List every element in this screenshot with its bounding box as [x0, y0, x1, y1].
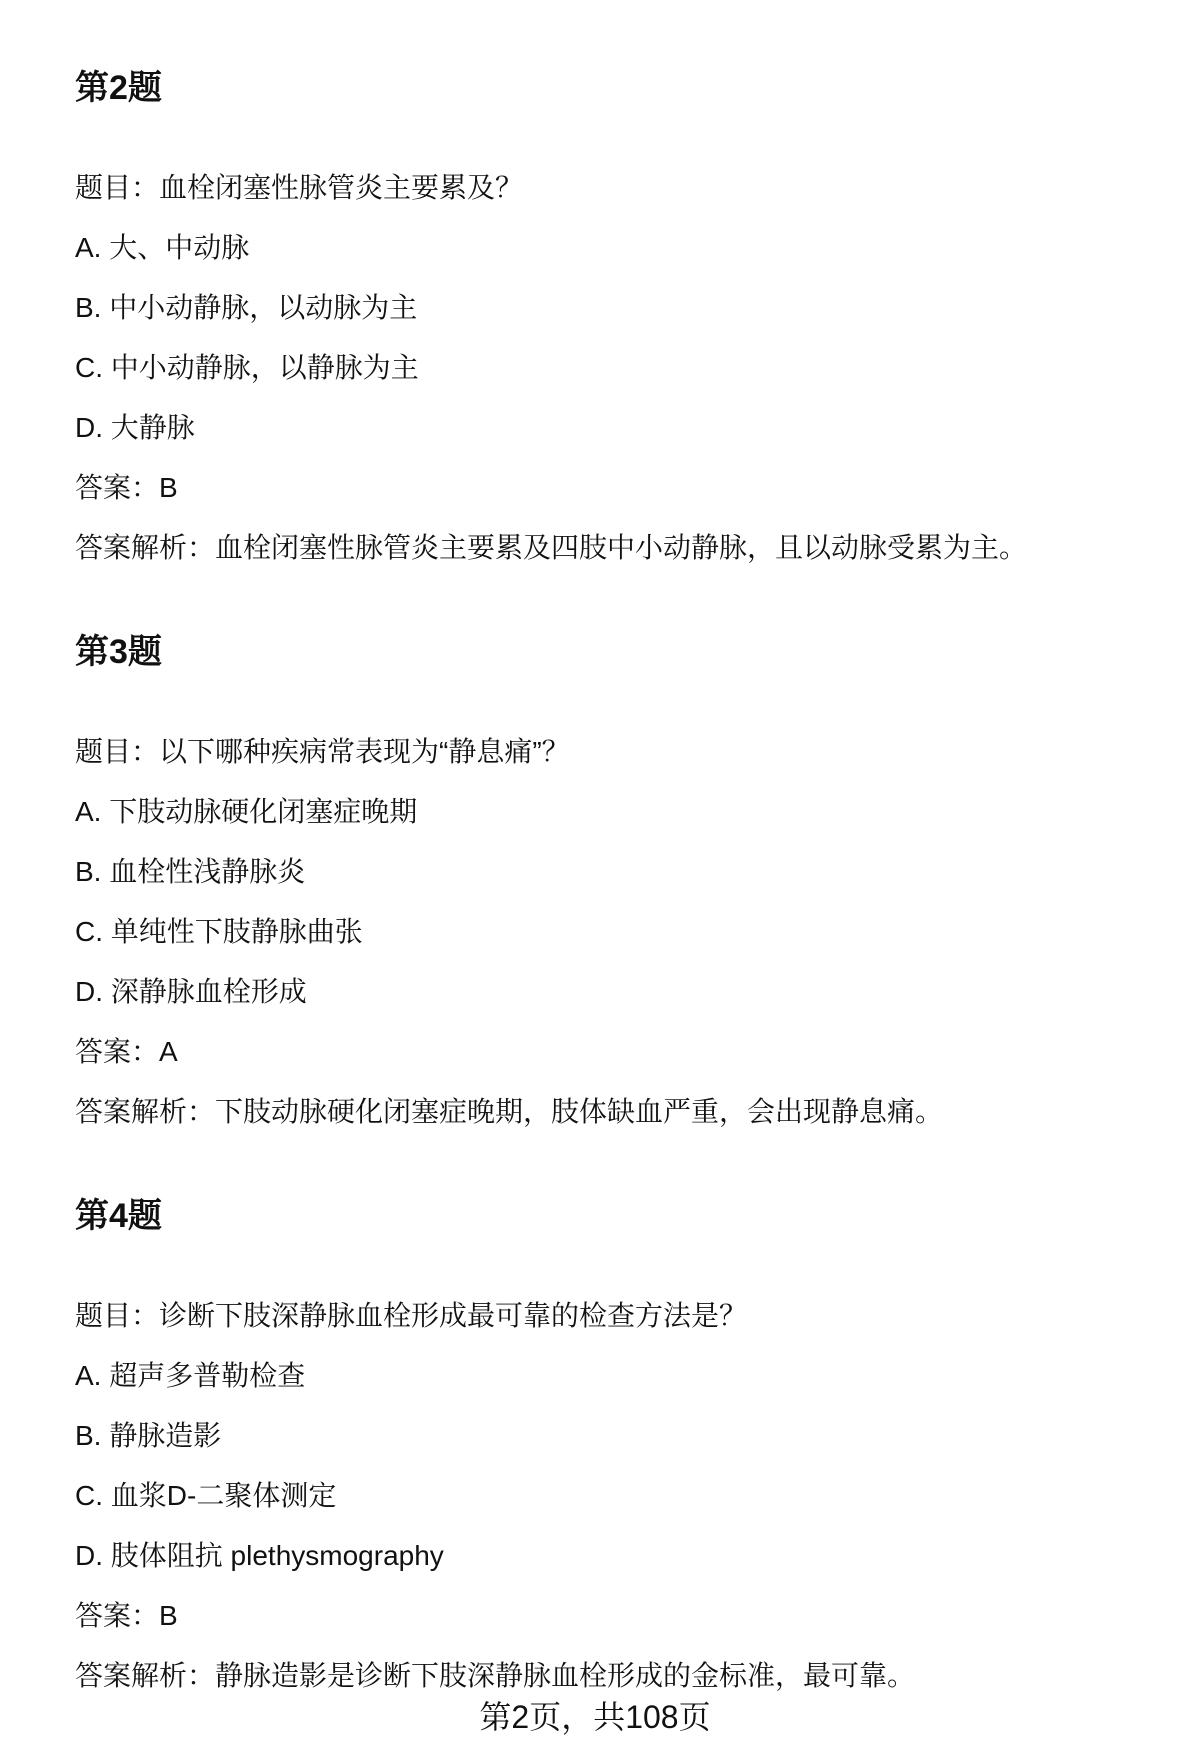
option-d: D. 肢体阻抗 plethysmography [75, 1540, 444, 1571]
option-a: A. 大、中动脉 [75, 232, 250, 263]
answer: 答案：B [75, 1600, 178, 1631]
option-a: A. 下肢动脉硬化闭塞症晚期 [75, 796, 418, 827]
option-c: C. 中小动静脉，以静脉为主 [75, 352, 419, 383]
answer-analysis: 答案解析：下肢动脉硬化闭塞症晚期，肢体缺血严重，会出现静息痛。 [75, 1096, 944, 1127]
question-stem: 题目：血栓闭塞性脉管炎主要累及？ [75, 172, 524, 203]
answer-analysis: 答案解析：静脉造影是诊断下肢深静脉血栓形成的金标准，最可靠。 [75, 1660, 916, 1691]
option-c: C. 单纯性下肢静脉曲张 [75, 916, 363, 947]
option-b: B. 中小动静脉，以动脉为主 [75, 292, 418, 323]
question-title: 第4题 [75, 1197, 162, 1235]
option-b: B. 静脉造影 [75, 1420, 222, 1451]
answer: 答案：B [75, 472, 178, 503]
question-title: 第2题 [75, 69, 162, 107]
option-a: A. 超声多普勒检查 [75, 1360, 306, 1391]
option-c: C. 血浆D-二聚体测定 [75, 1480, 337, 1511]
question-stem: 题目：诊断下肢深静脉血栓形成最可靠的检查方法是？ [75, 1300, 748, 1331]
answer-analysis: 答案解析：血栓闭塞性脉管炎主要累及四肢中小动静脉，且以动脉受累为主。 [75, 532, 1028, 563]
answer: 答案：A [75, 1036, 178, 1067]
question-title: 第3题 [75, 633, 162, 671]
option-d: D. 大静脉 [75, 412, 195, 443]
question-stem: 题目：以下哪种疾病常表现为“静息痛”？ [75, 736, 570, 767]
option-d: D. 深静脉血栓形成 [75, 976, 307, 1007]
page-number: 第2页，共108页 [479, 1699, 711, 1735]
option-b: B. 血栓性浅静脉炎 [75, 856, 306, 887]
